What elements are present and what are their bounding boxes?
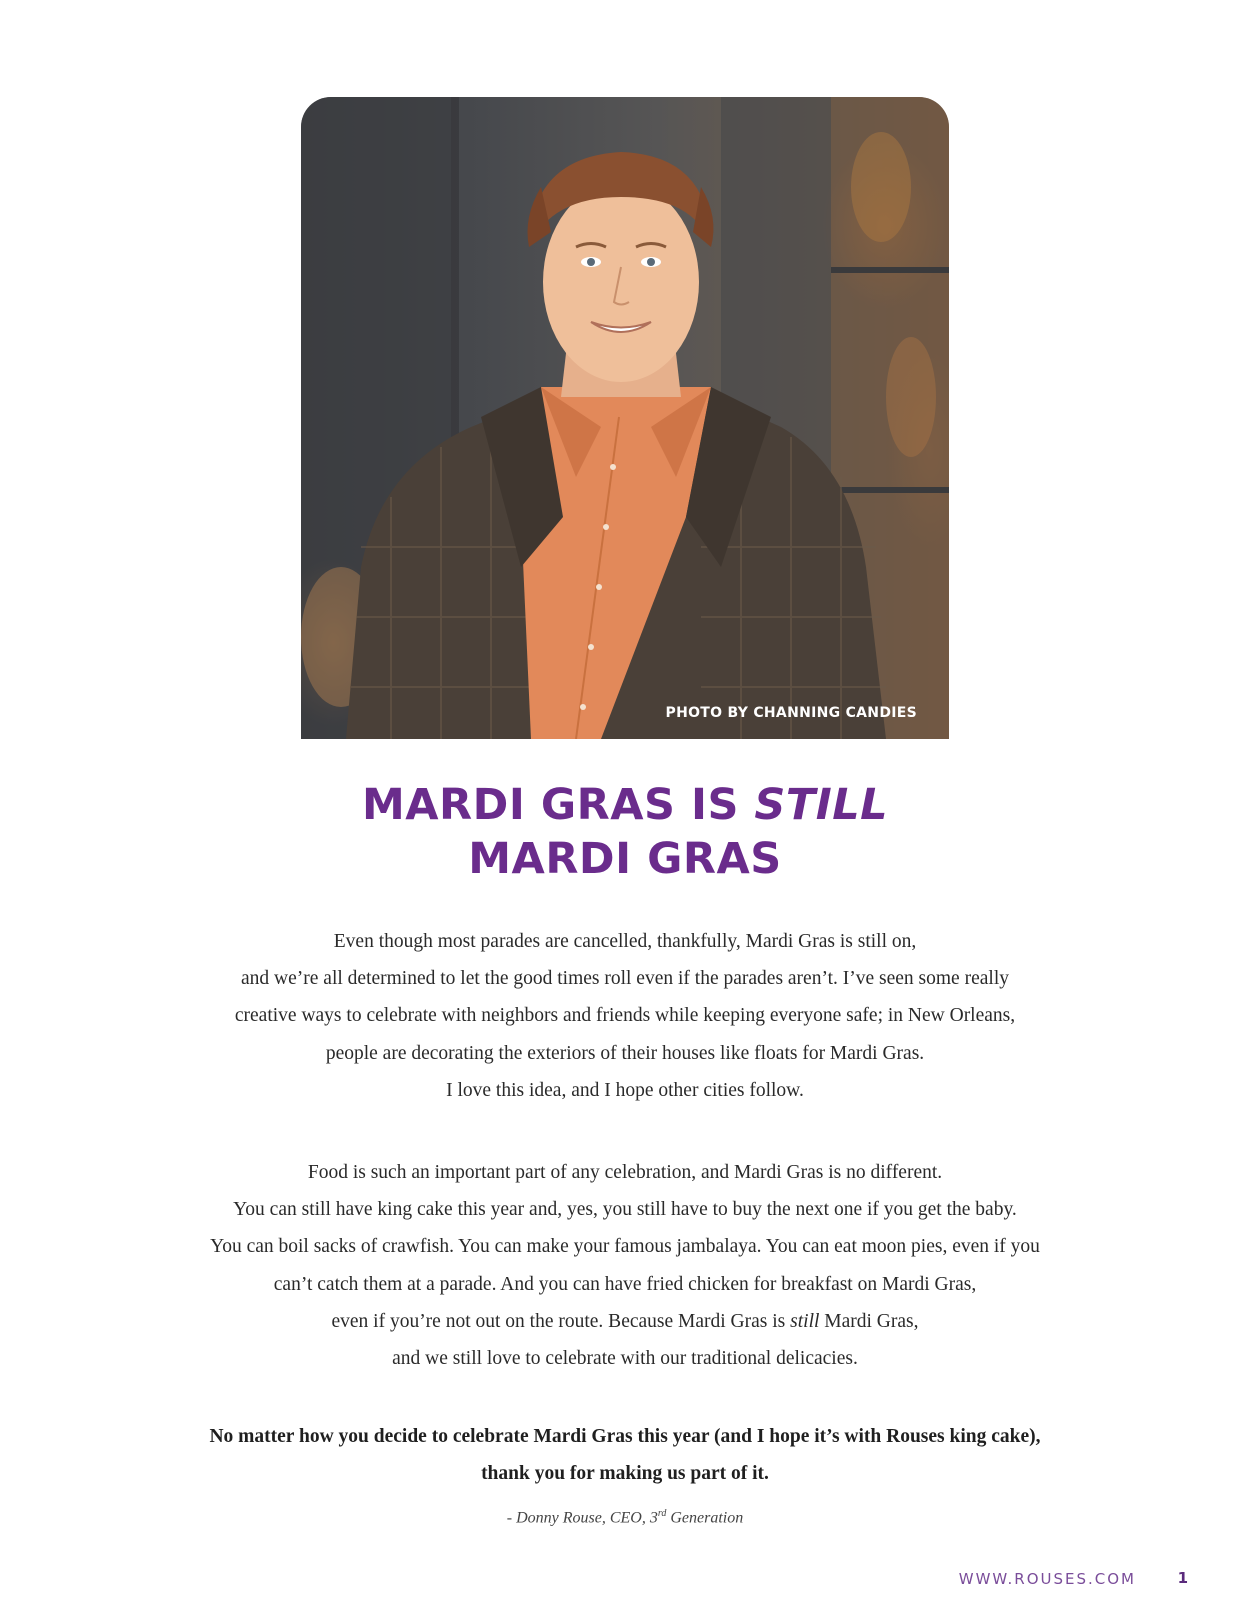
photo-credit: PHOTO BY CHANNING CANDIES xyxy=(665,705,917,721)
portrait-illustration xyxy=(301,97,949,739)
paragraph-closing xyxy=(0,1418,1250,1492)
paragraph-line: people are decorating the exteriors of their houses like floats for Mardi Gras. xyxy=(325,1042,925,1064)
signature xyxy=(0,1508,1250,1527)
headline-emphasis: STILL xyxy=(754,780,889,830)
paragraph-line-part: even if you’re not out on the route. Because Mardi Gras is xyxy=(331,1310,791,1332)
paragraph-line: and we’re all determined to let the good times roll even if the parades aren’t. I’ve seen some really xyxy=(241,968,1009,990)
paragraph-line: You can still have king cake this year and, yes, you still have to buy the next one if you get the baby. xyxy=(233,1199,1017,1221)
paragraph-food xyxy=(0,1154,1250,1377)
paragraph-emphasis: still xyxy=(790,1310,820,1332)
headline xyxy=(0,778,1250,886)
signature-superscript: rd xyxy=(657,1508,667,1519)
paragraph-line: can’t catch them at a parade. And you can have fried chicken for breakfast on Mardi Gras, xyxy=(273,1273,977,1295)
paragraph-line: I love this idea, and I hope other cities follow. xyxy=(446,1079,804,1101)
ceo-photo xyxy=(301,97,949,739)
headline-line-2: MARDI GRAS xyxy=(468,834,782,884)
paragraph-line-mixed xyxy=(0,1303,1250,1340)
paragraph-line: and we still love to celebrate with our traditional delicacies. xyxy=(392,1348,858,1370)
paragraph-line: Even though most parades are cancelled, thankfully, Mardi Gras is still on, xyxy=(333,931,917,952)
paragraph-line-part: Mardi Gras, xyxy=(819,1310,919,1332)
page-number: 1 xyxy=(1177,1569,1188,1587)
headline-line-1-text: MARDI GRAS IS xyxy=(361,780,739,830)
signature-text-end: Generation xyxy=(666,1509,744,1527)
paragraph-line: thank you for making us part of it. xyxy=(481,1463,769,1485)
paragraph-line: creative ways to celebrate with neighbors and friends while keeping everyone safe; in New Orleans, xyxy=(234,1005,1016,1027)
paragraph-line: You can boil sacks of crawfish. You can make your famous jambalaya. You can eat moon pies, even if you xyxy=(210,1236,1040,1258)
headline-line-1 xyxy=(0,778,1250,832)
paragraph-line: Food is such an important part of any celebration, and Mardi Gras is no different. xyxy=(307,1162,943,1183)
website-link[interactable]: WWW.ROUSES.COM xyxy=(958,1570,1136,1588)
paragraph-line: No matter how you decide to celebrate Mardi Gras this year (and I hope it’s with Rouses king cake), xyxy=(209,1426,1041,1447)
signature-text: - Donny Rouse, CEO, 3 xyxy=(506,1509,658,1527)
paragraph-intro xyxy=(0,923,1250,1109)
